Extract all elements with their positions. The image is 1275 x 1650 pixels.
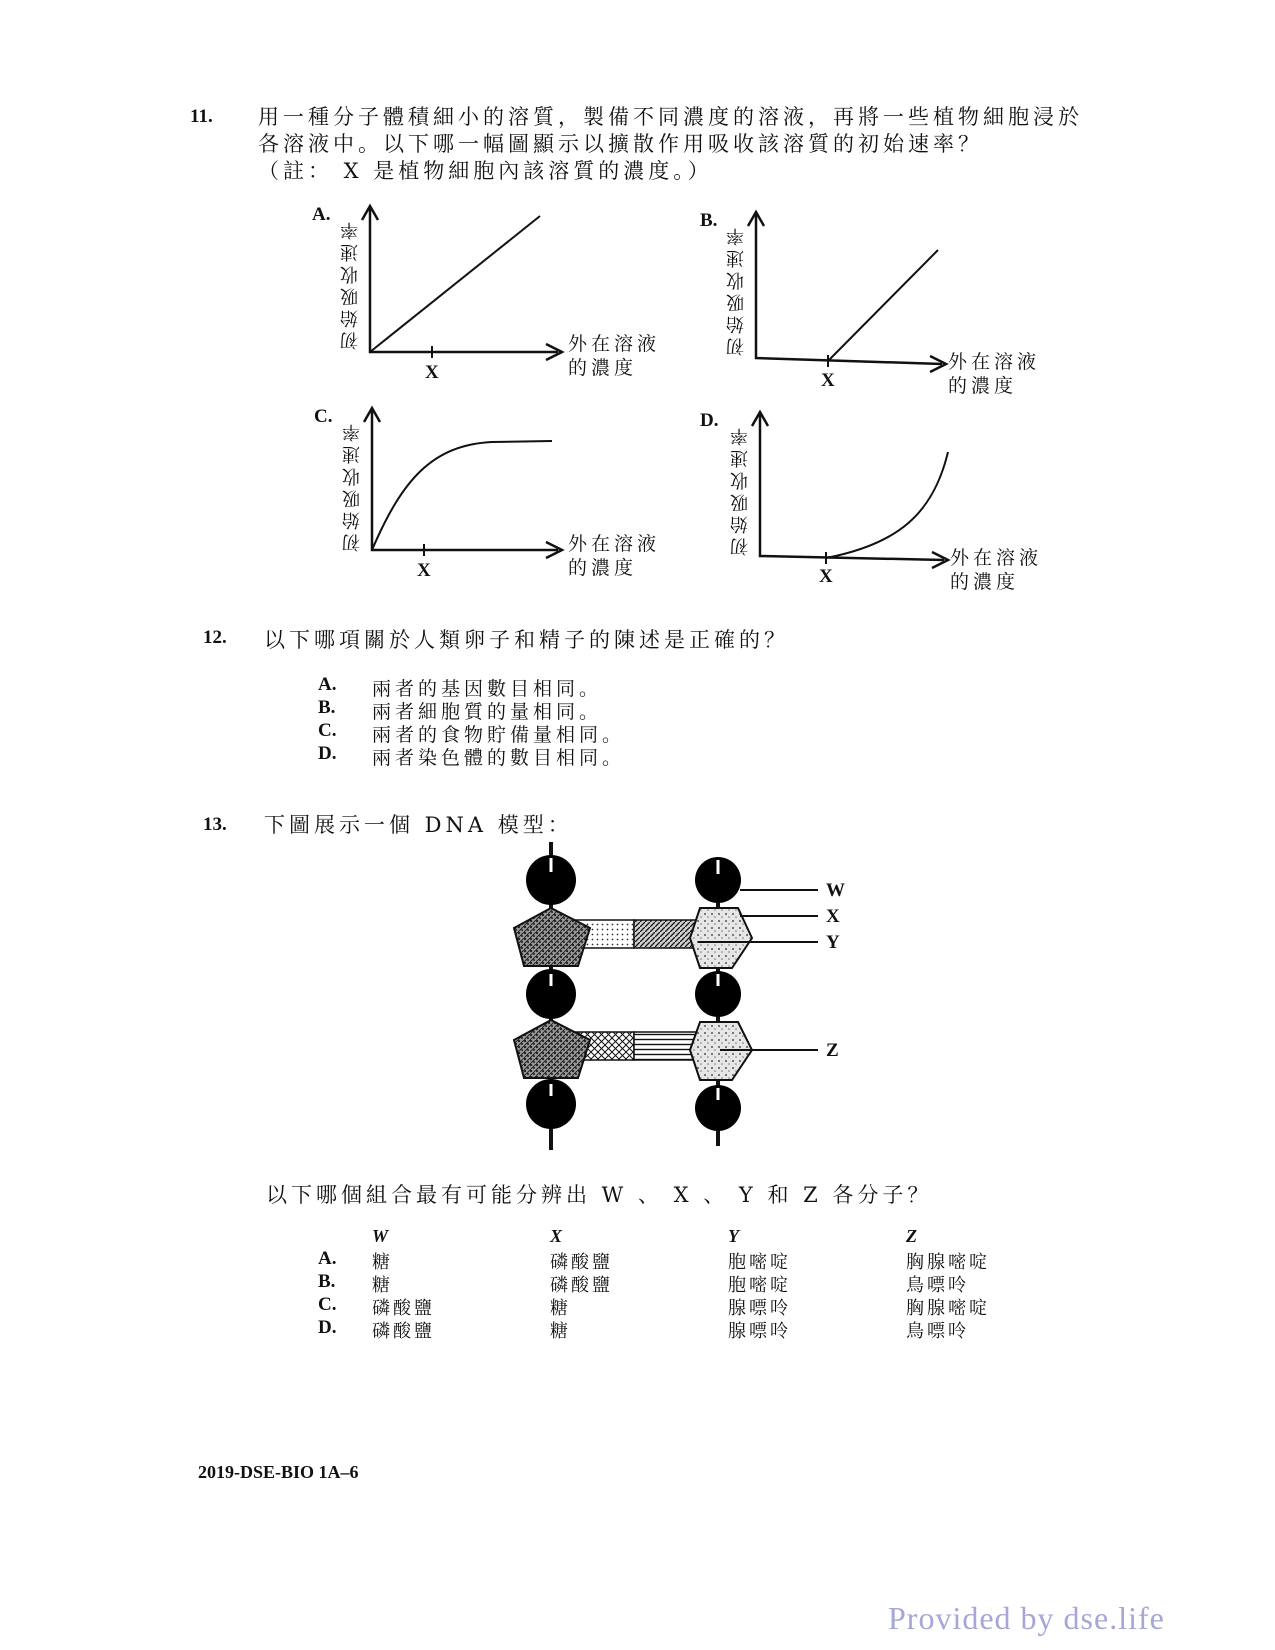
cell-w: 磷酸鹽: [372, 1321, 435, 1342]
question-12-option-a[interactable]: [318, 674, 625, 700]
table-row-d[interactable]: [318, 1317, 1038, 1340]
question-13-stem: 下圖展示一個 DNA 模型：: [264, 813, 573, 837]
table-row-c[interactable]: [318, 1294, 1038, 1317]
cell-w: 糖: [372, 1252, 393, 1273]
question-12-option-c[interactable]: [318, 720, 626, 746]
table-header-y: Y: [728, 1226, 739, 1246]
question-13-question: 以下哪個組合最有可能分辨出 W 、 X 、 Y 和 Z 各分子？: [266, 1183, 933, 1207]
question-12-stem: 以下哪項關於人類卵子和精子的陳述是正確的？: [264, 628, 789, 652]
graph-d-x-mark: X: [819, 566, 833, 587]
sugar-left-lower: [514, 1020, 590, 1078]
cell-z: 鳥嘌呤: [906, 1275, 969, 1296]
cell-z: 胸腺嘧啶: [906, 1298, 990, 1319]
graph-d: [698, 404, 1058, 604]
option-letter: B.: [318, 1271, 336, 1292]
table-header-x: X: [550, 1226, 563, 1246]
option-letter: D.: [318, 1317, 337, 1338]
base-lower-right: [634, 1032, 698, 1060]
option-letter: B.: [318, 697, 336, 718]
graph-d-curve: [826, 452, 948, 558]
dna-label-y: Y: [826, 932, 840, 953]
table-row-a[interactable]: [318, 1248, 1038, 1271]
question-12-option-d[interactable]: [318, 743, 626, 769]
graph-c-letter: C.: [314, 406, 333, 427]
option-text: 兩者的食物貯備量相同。: [372, 724, 626, 746]
cell-x: 磷酸鹽: [550, 1275, 613, 1296]
graph-a-x-mark: X: [425, 362, 439, 383]
option-text: 兩者染色體的數目相同。: [372, 747, 626, 769]
graph-d-xlabel: [950, 546, 1042, 594]
cell-x: 磷酸鹽: [550, 1252, 613, 1273]
question-12-options: [318, 674, 626, 769]
graph-c: [312, 400, 672, 590]
graph-b-xlabel: [948, 350, 1040, 398]
cell-z: 鳥嘌呤: [906, 1321, 969, 1342]
question-13-number: 13.: [203, 814, 227, 835]
graph-c-xlabel-line-1: 外在溶液: [568, 533, 661, 555]
table-header-w: W: [372, 1226, 389, 1246]
option-text: 兩者細胞質的量相同。: [372, 701, 603, 723]
graph-a-ylabel: 初始吸收速率: [340, 218, 361, 350]
graph-b-xlabel-line-1: 外在溶液: [948, 351, 1041, 373]
dna-label-z: Z: [826, 1040, 839, 1061]
dna-label-w: W: [826, 880, 845, 901]
table-row-b[interactable]: [318, 1271, 1038, 1294]
graph-c-ylabel: 初始吸收速率: [342, 420, 363, 552]
cell-x: 糖: [550, 1298, 571, 1319]
graph-a-xlabel-line-1: 外在溶液: [568, 333, 661, 355]
graph-a-curve: [370, 216, 540, 352]
graph-c-xlabel-line-2: 的濃度: [568, 557, 638, 579]
option-letter: C.: [318, 720, 337, 741]
question-12-option-b[interactable]: [318, 697, 625, 723]
option-letter: D.: [318, 743, 337, 764]
question-13-answer-table: [318, 1226, 1038, 1340]
graph-a-xlabel-line-2: 的濃度: [568, 357, 638, 379]
cell-y: 胞嘧啶: [728, 1252, 791, 1273]
question-11-stem-line-1: 用一種分子體積細小的溶質，製備不同濃度的溶液，再將一些植物細胞浸於: [258, 105, 1083, 129]
cell-w: 磷酸鹽: [372, 1298, 435, 1319]
question-11-stem: [258, 104, 1138, 185]
credit-watermark: Provided by dse.life: [888, 1600, 1165, 1636]
graph-d-xlabel-line-2: 的濃度: [950, 571, 1020, 593]
graph-b-ylabel: 初始吸收速率: [726, 224, 747, 356]
question-12-number: 12.: [203, 627, 227, 648]
option-letter: A.: [318, 674, 337, 695]
graph-a-letter: A.: [312, 204, 331, 225]
cell-x: 糖: [550, 1321, 571, 1342]
option-text: 兩者的基因數目相同。: [372, 678, 603, 700]
graph-d-letter: D.: [700, 410, 719, 431]
graph-d-xlabel-line-1: 外在溶液: [950, 547, 1043, 569]
cell-y: 腺嘌呤: [728, 1321, 791, 1342]
graph-b-x-mark: X: [821, 370, 835, 391]
cell-y: 胞嘧啶: [728, 1275, 791, 1296]
option-letter: A.: [318, 1248, 337, 1269]
table-header-z: Z: [906, 1226, 917, 1246]
graph-b: [698, 204, 1058, 404]
question-11-stem-line-3: （註： X 是植物細胞內該溶質的濃度。）: [258, 159, 713, 183]
dna-model-diagram: [500, 842, 860, 1152]
graph-b-curve: [828, 250, 938, 361]
question-11-stem-line-2: 各溶液中。以下哪一幅圖顯示以擴散作用吸收該溶質的初始速率？: [258, 132, 983, 156]
graph-d-ylabel: 初始吸收速率: [730, 424, 751, 556]
graph-b-letter: B.: [700, 210, 718, 231]
graph-b-xlabel-line-2: 的濃度: [948, 375, 1018, 397]
graph-a-xlabel: [568, 332, 660, 380]
base-upper-right: [634, 920, 698, 948]
sugar-left-upper: [514, 908, 590, 966]
footer-code: 2019-DSE-BIO 1A–6: [198, 1462, 359, 1482]
question-11-number: 11.: [190, 106, 213, 127]
cell-z: 胸腺嘧啶: [906, 1252, 990, 1273]
table-header-row: [318, 1226, 1038, 1248]
graph-a: [310, 198, 670, 388]
graph-c-curve: [372, 441, 552, 550]
graph-c-xlabel: [568, 532, 660, 580]
cell-y: 腺嘌呤: [728, 1298, 791, 1319]
dna-label-x: X: [826, 906, 840, 927]
cell-w: 糖: [372, 1275, 393, 1296]
graph-c-x-mark: X: [417, 560, 431, 581]
option-letter: C.: [318, 1294, 337, 1315]
